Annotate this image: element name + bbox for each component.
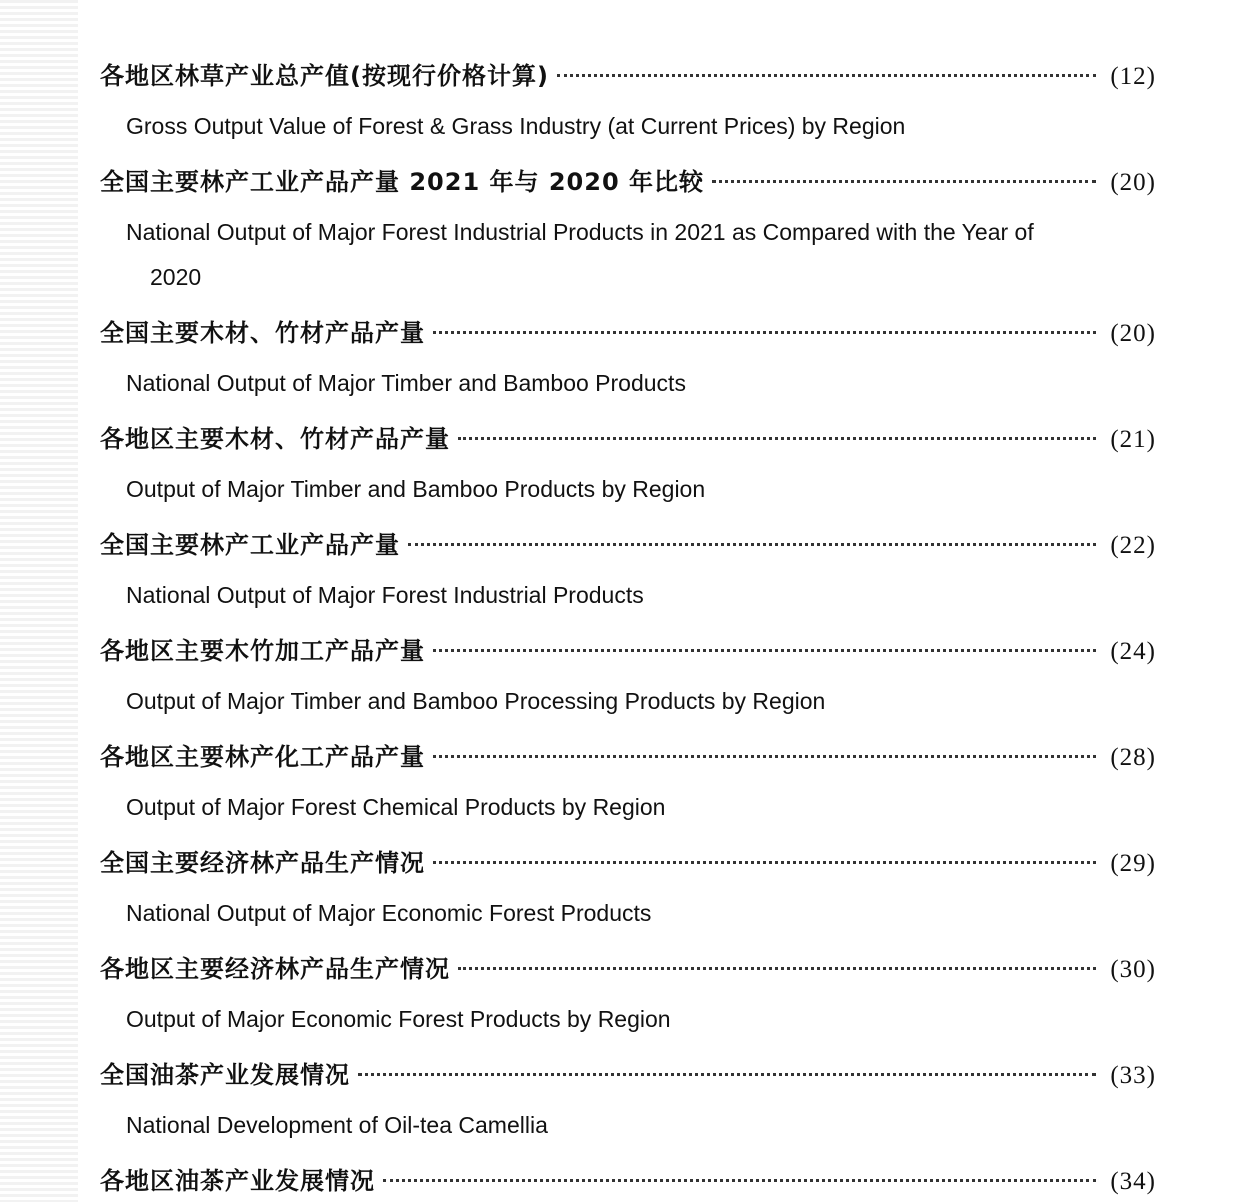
toc-entry-cn-title: 各地区主要木竹加工产品产量 — [100, 637, 425, 665]
toc-entry-cn-line[interactable] — [100, 58, 1156, 94]
dot-leader — [458, 967, 1096, 970]
toc-entry-cn-line[interactable] — [100, 421, 1156, 457]
toc-entry-cn-title: 各地区主要木材、竹材产品产量 — [100, 425, 450, 453]
toc-entry-en-title: Output of Major Timber and Bamboo Products by Region — [126, 476, 706, 502]
toc-entry-cn-title: 各地区主要林产化工产品产量 — [100, 743, 425, 771]
dot-leader — [358, 1073, 1096, 1076]
toc-entry — [100, 421, 1156, 512]
toc-entry-page-number: (28) — [1110, 744, 1156, 771]
toc-entry-page-number: (29) — [1110, 850, 1156, 877]
toc-entry-cn-line[interactable] — [100, 527, 1156, 563]
dot-leader — [433, 649, 1096, 652]
toc-entry — [100, 739, 1156, 830]
toc-entry-en-title: National Output of Major Timber and Bamboo Products — [126, 370, 686, 396]
toc-entry-cn-line[interactable] — [100, 164, 1156, 200]
dot-leader — [383, 1179, 1096, 1182]
toc-entry-cn-title: 各地区油茶产业发展情况 — [100, 1167, 375, 1195]
toc-entry-cn-line[interactable] — [100, 633, 1156, 669]
toc-entry-cn-title: 全国主要木材、竹材产品产量 — [100, 319, 425, 347]
toc-entry-en-title: Gross Output Value of Forest & Grass Industry (at Current Prices) by Region — [126, 113, 906, 139]
table-of-contents — [100, 58, 1156, 1199]
toc-entry-page-number: (24) — [1110, 638, 1156, 665]
toc-entry-cn-line[interactable] — [100, 1163, 1156, 1199]
toc-entry-en-title: Output of Major Economic Forest Products by Region — [126, 1006, 671, 1032]
toc-entry — [100, 164, 1156, 300]
toc-entry-en-title: Output of Major Forest Chemical Products by Region — [126, 794, 666, 820]
toc-entry-page-number: (30) — [1110, 956, 1156, 983]
toc-entry-cn-line[interactable] — [100, 739, 1156, 775]
toc-entry-cn-title: 全国油茶产业发展情况 — [100, 1061, 350, 1089]
toc-entry-cn-title: 各地区主要经济林产品生产情况 — [100, 955, 450, 983]
toc-entry-en-title: National Output of Major Economic Forest Products — [126, 900, 652, 926]
dot-leader — [712, 180, 1096, 183]
toc-entry-cn-title: 全国主要林产工业产品产量 2021 年与 2020 年比较 — [100, 168, 705, 196]
left-margin-strip — [0, 0, 78, 1202]
toc-entry-page-number: (33) — [1110, 1062, 1156, 1089]
toc-entry — [100, 1163, 1156, 1199]
toc-entry — [100, 58, 1156, 149]
toc-entry-cn-line[interactable] — [100, 951, 1156, 987]
toc-entry — [100, 633, 1156, 724]
toc-entry-cn-line[interactable] — [100, 1057, 1156, 1093]
toc-entry-page-number: (12) — [1110, 63, 1156, 90]
toc-entry-cn-title: 全国主要林产工业产品产量 — [100, 531, 400, 559]
toc-entry-en-title: National Output of Major Forest Industrial Products — [126, 582, 644, 608]
toc-entry-en-title: National Output of Major Forest Industrial Products in 2021 as Compared with the Year of 2020 — [126, 219, 1034, 290]
toc-entry-page-number: (34) — [1110, 1168, 1156, 1195]
dot-leader — [408, 543, 1096, 546]
toc-entry — [100, 527, 1156, 618]
toc-entry-cn-line[interactable] — [100, 845, 1156, 881]
toc-entry — [100, 951, 1156, 1042]
toc-entry-cn-line[interactable] — [100, 315, 1156, 351]
toc-entry-en-title: National Development of Oil-tea Camellia — [126, 1112, 548, 1138]
dot-leader — [433, 861, 1096, 864]
toc-entry — [100, 315, 1156, 406]
dot-leader — [433, 331, 1096, 334]
toc-entry-page-number: (20) — [1110, 320, 1156, 347]
dot-leader — [458, 437, 1096, 440]
dot-leader — [557, 74, 1096, 77]
toc-entry-cn-title: 全国主要经济林产品生产情况 — [100, 849, 425, 877]
toc-entry-page-number: (22) — [1110, 532, 1156, 559]
toc-entry-cn-title: 各地区林草产业总产值(按现行价格计算) — [100, 62, 549, 90]
toc-entry-en-title: Output of Major Timber and Bamboo Processing Products by Region — [126, 688, 826, 714]
dot-leader — [433, 755, 1096, 758]
toc-entry — [100, 845, 1156, 936]
toc-entry-page-number: (21) — [1110, 426, 1156, 453]
toc-entry-page-number: (20) — [1110, 169, 1156, 196]
toc-entry — [100, 1057, 1156, 1148]
